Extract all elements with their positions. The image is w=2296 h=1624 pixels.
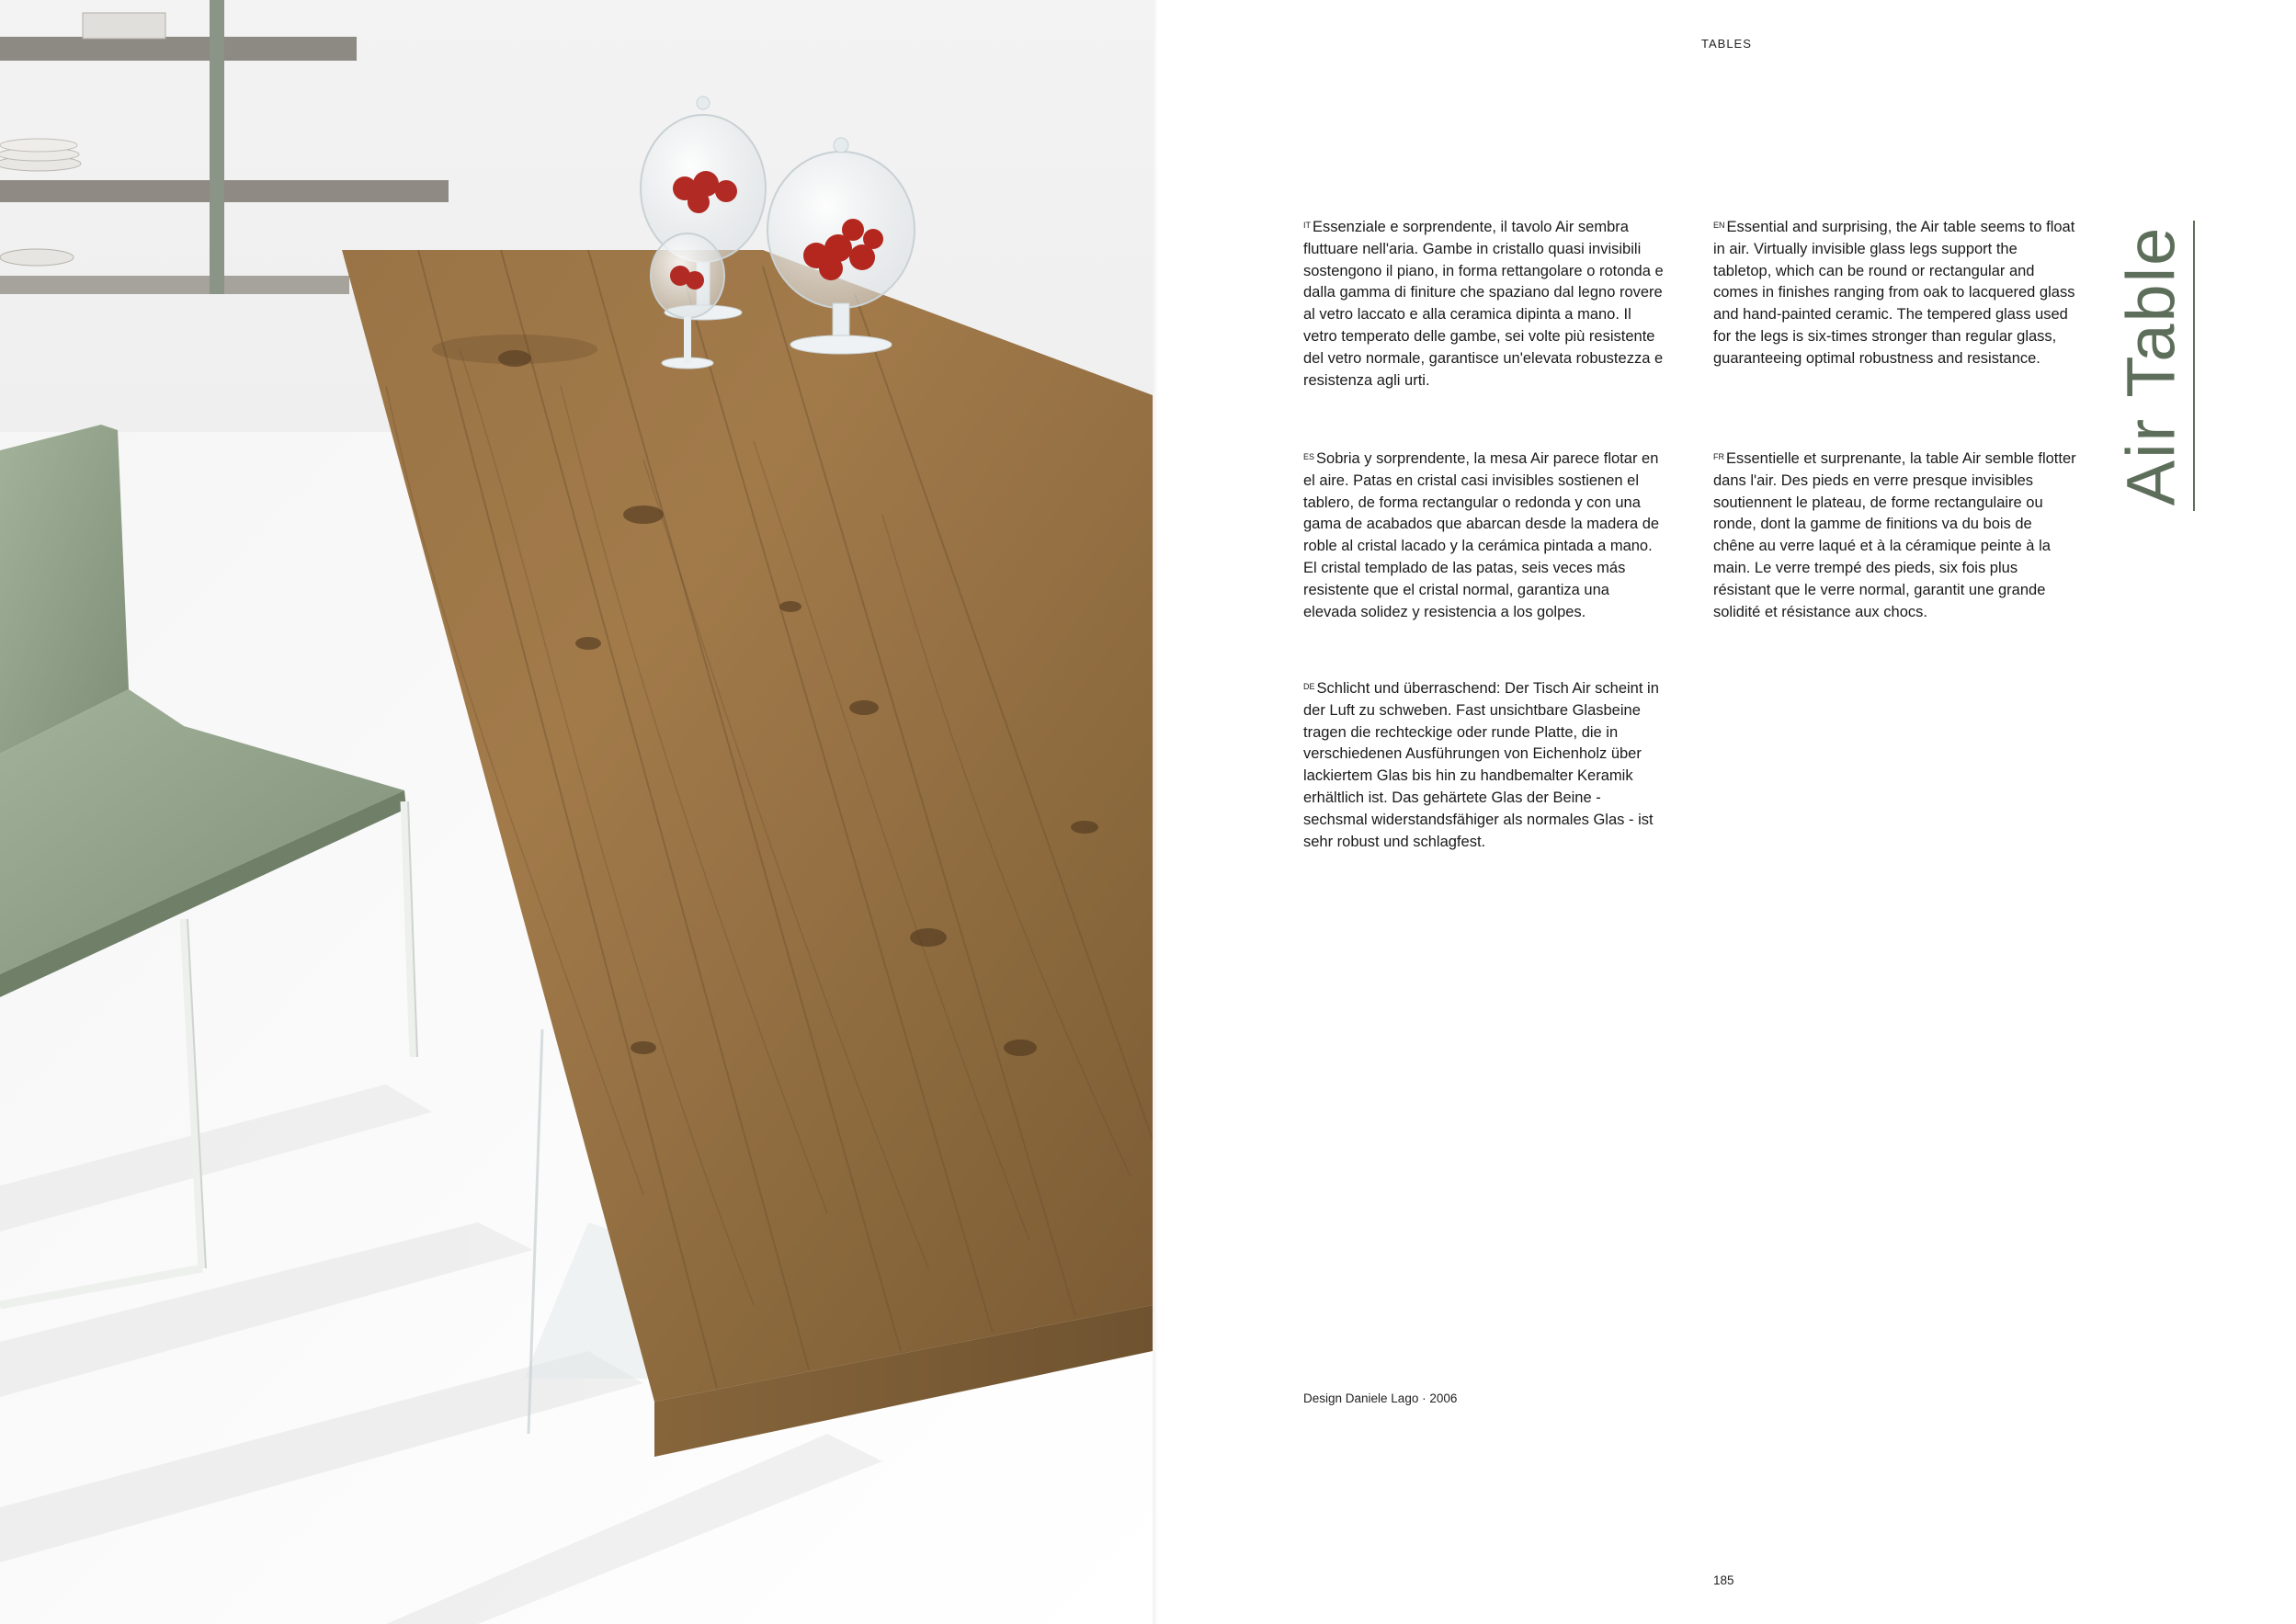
text-column-italian [1303,217,1666,392]
page-title-container [2105,219,2197,513]
language-tag-en: EN [1713,221,1725,230]
page-number: 185 [1713,1573,1734,1587]
page-title: Air Table [2112,225,2189,506]
page-gutter [1153,0,1158,1624]
text-column-spanish [1303,449,1666,623]
text-column-german [1303,678,1666,853]
text-column-french [1713,449,2076,623]
body-text-it: Essenziale e sorprendente, il tavolo Air sembra fluttuare nell'aria. Gambe in cristallo quasi invisibili sostengono il piano, in forma rettangolare o rotonda e dalla gamma di finiture che spaziano dal legno rovere al vetro laccato e alla ceramica dipinta a mano. Il vetro temperato delle gambe, sei volte più resistente del vetro normale, garantisce un'elevata robustezza e resistenza agli urti. [1303,219,1664,389]
design-credit: Design Daniele Lago · 2006 [1303,1391,1458,1405]
language-tag-fr: FR [1713,452,1724,461]
language-tag-de: DE [1303,682,1315,691]
title-rule [2193,221,2195,511]
body-text-de: Schlicht und überraschend: Der Tisch Air scheint in der Luft zu schweben. Fast unsichtbare Glasbeine tragen die rechteckige oder runde Platte, die in verschiedenen Ausführungen von Eichenholz über lackiertem Glas bis hin zu handbemalter Keramik erhältlich ist. Das gehärtete Glas der Beine - sechsmal widerstandsfähiger als normales Glas - ist sehr robust und schlagfest. [1303,680,1659,850]
body-text-fr: Essentielle et surprenante, la table Air semble flotter dans l'air. Des pieds en verre presque invisibles soutiennent le plateau, de forme rectangulaire ou ronde, dont la gamme de finitions va du bois de chêne au verre laqué et à la céramique peinte à la main. Le verre trempé des pieds, six fois plus résistant que le verre normal, garantit une grande solidité et résistance aux chocs. [1713,450,2076,620]
text-column-english [1713,217,2076,370]
language-tag-es: ES [1303,452,1315,461]
body-text-en: Essential and surprising, the Air table seems to float in air. Virtually invisible glass legs support the tabletop, which can be round or rectangular and comes in finishes ranging from oak to lacquered glass and hand-painted ceramic. The tempered glass used for the legs is six-times stronger than regular glass, guaranteeing optimal robustness and resistance. [1713,219,2075,367]
language-tag-it: IT [1303,221,1311,230]
section-label: TABLES [1701,37,1752,51]
body-text-es: Sobria y sorprendente, la mesa Air parece flotar en el aire. Patas en cristal casi invisibles sostienen el tablero, de forma rectangular o redonda y con una gama de acabados que abarcan desde la madera de roble al cristal lacado y la cerámica pintada a mano. El cristal templado de las patas, seis veces más resistente que el cristal normal, garantiza una elevada solidez y resistencia a los golpes. [1303,450,1660,620]
